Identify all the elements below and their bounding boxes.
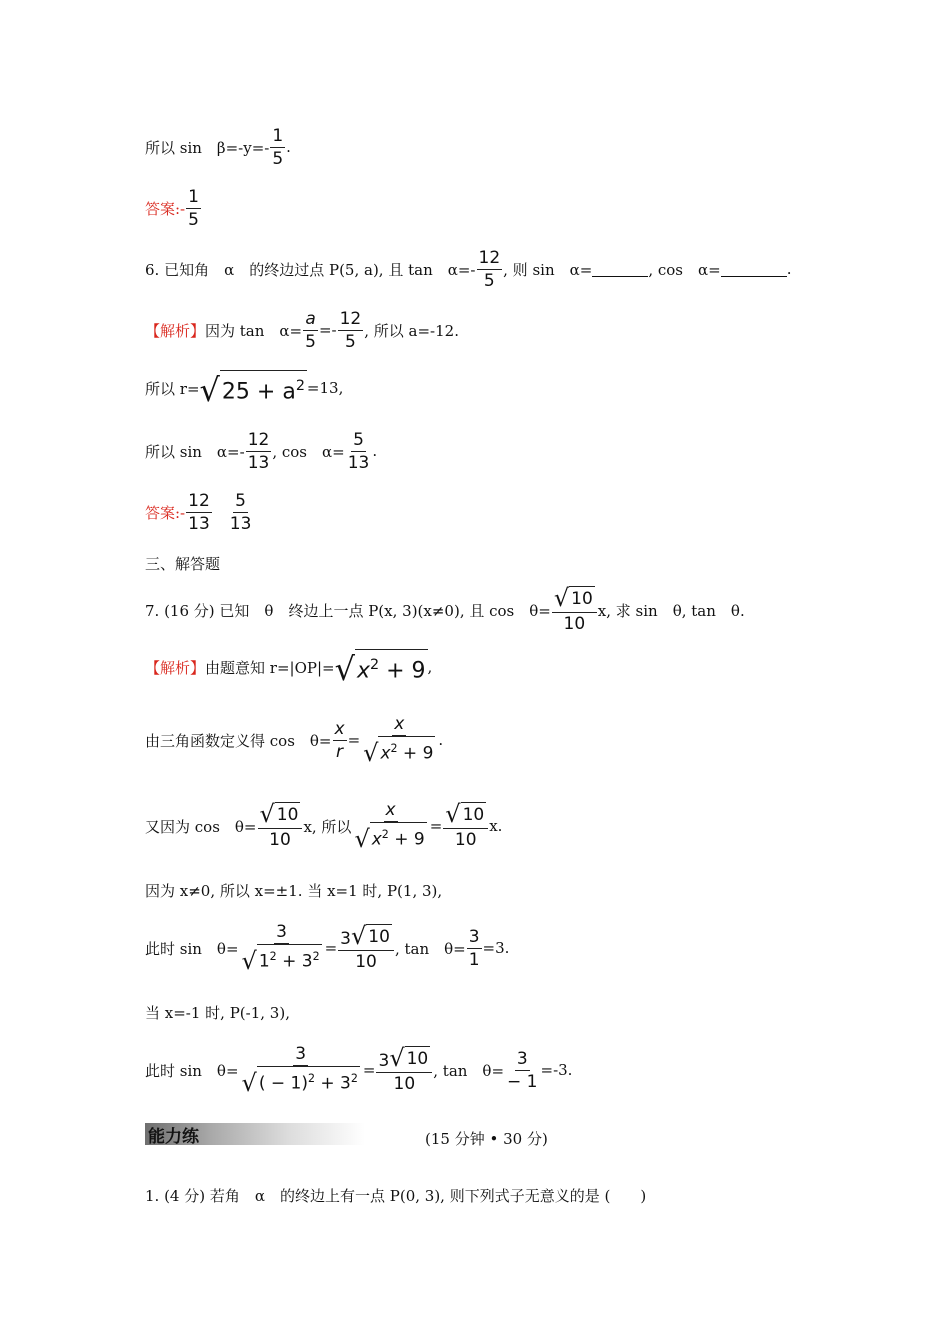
radicand: ( − 1) (258, 1073, 308, 1094)
section-time-limit: (15 分钟 • 30 分) (425, 1130, 548, 1148)
radicand: 10 (461, 802, 487, 826)
radical: √ ( − $1)^2 + 3^2$ (242, 1066, 360, 1095)
radicand-rest: + 9 (379, 658, 426, 684)
fraction (240, 921, 324, 975)
fraction (240, 1043, 362, 1097)
fraction (443, 799, 488, 851)
numerator: 5 (353, 429, 364, 450)
numerator: 3 (295, 1044, 307, 1065)
radicand-rest: + 9 (388, 829, 425, 850)
fraction (338, 308, 364, 353)
solution-6-step3 (145, 421, 377, 481)
text: x. (489, 817, 503, 835)
answer-label: 答案:- (145, 503, 186, 522)
text: 1. (4 分) 若角 α 的终边上有一点 P(0, 3), 则下列式子无意义的是 ( ) (145, 1186, 647, 1205)
text: . (372, 442, 378, 460)
solution-tag: 【解析】 (145, 321, 206, 340)
radical: √ 10 (259, 799, 299, 828)
radical: √ $x^2 + 9$ (334, 650, 426, 689)
text: 所以 r= (145, 379, 200, 398)
radicand: x (356, 658, 371, 684)
denominator: 10 (355, 951, 377, 972)
numerator: x (334, 718, 345, 739)
text: 6. 已知角 α 的终边过点 P(5, a), 且 tan α=- (145, 260, 476, 279)
radical: √ $25 + a^2$ (199, 371, 305, 410)
radicand: 25 + a (221, 379, 296, 405)
fraction (552, 583, 597, 635)
answer-blank[interactable] (721, 262, 787, 277)
numerator: 3 (516, 1048, 528, 1069)
text: =13, (306, 379, 344, 397)
text: = (324, 939, 338, 957)
fraction (477, 247, 503, 292)
radical: √ 10 (553, 583, 593, 612)
denominator: 1 (468, 949, 480, 970)
numerator: a (305, 308, 316, 329)
text: , (427, 658, 433, 676)
fraction (376, 1043, 432, 1095)
denominator: − 1 (507, 1071, 538, 1092)
text: . (286, 138, 291, 156)
numerator: 1 (188, 186, 199, 207)
text: , tan θ= (394, 939, 466, 958)
fraction (186, 186, 201, 231)
denominator: 13 (229, 513, 252, 534)
text: = (347, 731, 361, 749)
text: , cos α= (272, 442, 345, 461)
answer-5 (145, 178, 202, 238)
radical: √ 10 (389, 1043, 429, 1072)
radicand-rest: + 3 (276, 951, 313, 972)
radicand: x (380, 743, 391, 764)
radicand: 10 (366, 924, 392, 948)
radicand: 10 (275, 802, 301, 826)
text: . (786, 260, 792, 278)
text: 因为 x≠0, 所以 x=±1. 当 x=1 时, P(1, 3), (145, 881, 443, 900)
text: . (438, 731, 444, 749)
question-6 (145, 239, 791, 299)
fraction (186, 490, 212, 535)
denominator: 5 (345, 331, 356, 352)
solution-7-step6 (145, 982, 290, 1042)
solution-6-step2 (145, 358, 343, 418)
text: = (429, 817, 443, 835)
fraction (352, 799, 428, 853)
solution-7-step3 (145, 796, 502, 856)
solution-6-step1 (145, 300, 459, 360)
denominator: 10 (393, 1073, 416, 1094)
fraction (258, 799, 303, 851)
text: 所以 sin α=- (145, 442, 245, 461)
text: =3. (482, 939, 510, 957)
text: 7. (16 分) 已知 θ 终边上一点 P(x, 3)(x≠0), 且 cos θ= (145, 601, 551, 620)
solution-7-step4 (145, 860, 442, 920)
text: = (362, 1061, 376, 1079)
fraction (246, 429, 272, 474)
denominator: 5 (272, 148, 284, 169)
numerator: 12 (188, 490, 210, 511)
question-1 (145, 1165, 646, 1225)
text: 因为 tan α= (205, 321, 303, 340)
section-title: 三、解答题 (145, 554, 221, 573)
denominator: 13 (347, 452, 370, 473)
solution-7-step1 (145, 637, 432, 697)
numerator: 1 (272, 125, 284, 146)
text: , tan θ= (433, 1061, 505, 1080)
radical: √ $x^2 + 9$ (363, 736, 435, 765)
denominator: 10 (269, 829, 291, 850)
fraction (467, 926, 482, 971)
denominator: 5 (305, 331, 316, 352)
exponent: 2 (381, 828, 389, 842)
denominator: r (336, 741, 344, 762)
text: 当 x=-1 时, P(-1, 3), (145, 1003, 290, 1022)
fraction (338, 921, 394, 973)
numerator: 12 (339, 308, 362, 329)
text: x, 所以 (303, 817, 352, 836)
text: , 所以 a=-12. (364, 321, 459, 340)
radical: √ 10 (351, 921, 390, 950)
line-sin-beta (145, 117, 291, 177)
radical: √ 10 (445, 799, 485, 828)
text: , cos α= (648, 260, 721, 279)
fraction (303, 308, 318, 353)
text: =-3. (540, 1061, 573, 1079)
exponent: 2 (295, 377, 305, 394)
radical: √ $1^2 + 3^2$ (242, 944, 322, 973)
denominator: 10 (454, 829, 477, 850)
question-7 (145, 580, 745, 640)
radicand: x (371, 829, 382, 850)
exponent: 2 (390, 742, 398, 756)
radicand: 1 (258, 951, 270, 972)
numerator: 12 (247, 429, 270, 450)
numerator: 3 (276, 922, 287, 943)
text: 由三角函数定义得 cos θ= (145, 731, 332, 750)
text: 由题意知 r=|OP|= (205, 658, 335, 677)
denominator: 13 (247, 452, 270, 473)
solution-tag: 【解析】 (145, 658, 206, 677)
radicand: 10 (569, 586, 595, 610)
exponent: 2 (370, 656, 380, 673)
denominator: 5 (483, 270, 495, 291)
solution-7-step5 (145, 918, 509, 978)
section-banner-title: 能力练 (148, 1127, 199, 1147)
fraction (228, 490, 254, 535)
denominator: 13 (188, 513, 210, 534)
text: 又因为 cos θ= (145, 817, 257, 836)
answer-label: 答案:- (145, 199, 186, 218)
text: , 则 sin α= (503, 260, 593, 279)
solution-7-step7 (145, 1040, 572, 1100)
denominator: 10 (563, 613, 586, 634)
radical: √ $x^2 + 9$ (354, 822, 426, 851)
denominator: 5 (188, 209, 199, 230)
coefficient: 3 (340, 928, 351, 949)
fraction (346, 429, 372, 474)
answer-blank[interactable] (592, 262, 648, 277)
numerator: 12 (478, 247, 501, 268)
radicand: 10 (405, 1046, 431, 1070)
text: 此时 sin θ= (145, 939, 239, 958)
numerator: x (385, 800, 396, 821)
fraction (333, 718, 347, 763)
fraction (270, 125, 285, 170)
text: =- (318, 321, 337, 339)
numerator: x (394, 714, 405, 735)
text: 所以 sin β=-y=- (145, 138, 270, 157)
numerator: 5 (235, 490, 246, 511)
radicand-rest: + 9 (397, 743, 434, 764)
text: x, 求 sin θ, tan θ. (597, 601, 745, 620)
text: 此时 sin θ= (145, 1061, 239, 1080)
solution-7-step2 (145, 710, 443, 770)
numerator: 3 (468, 926, 480, 947)
coefficient: 3 (378, 1050, 390, 1071)
radicand-rest: + 3 (315, 1073, 351, 1094)
fraction (361, 713, 437, 767)
fraction (505, 1048, 539, 1093)
